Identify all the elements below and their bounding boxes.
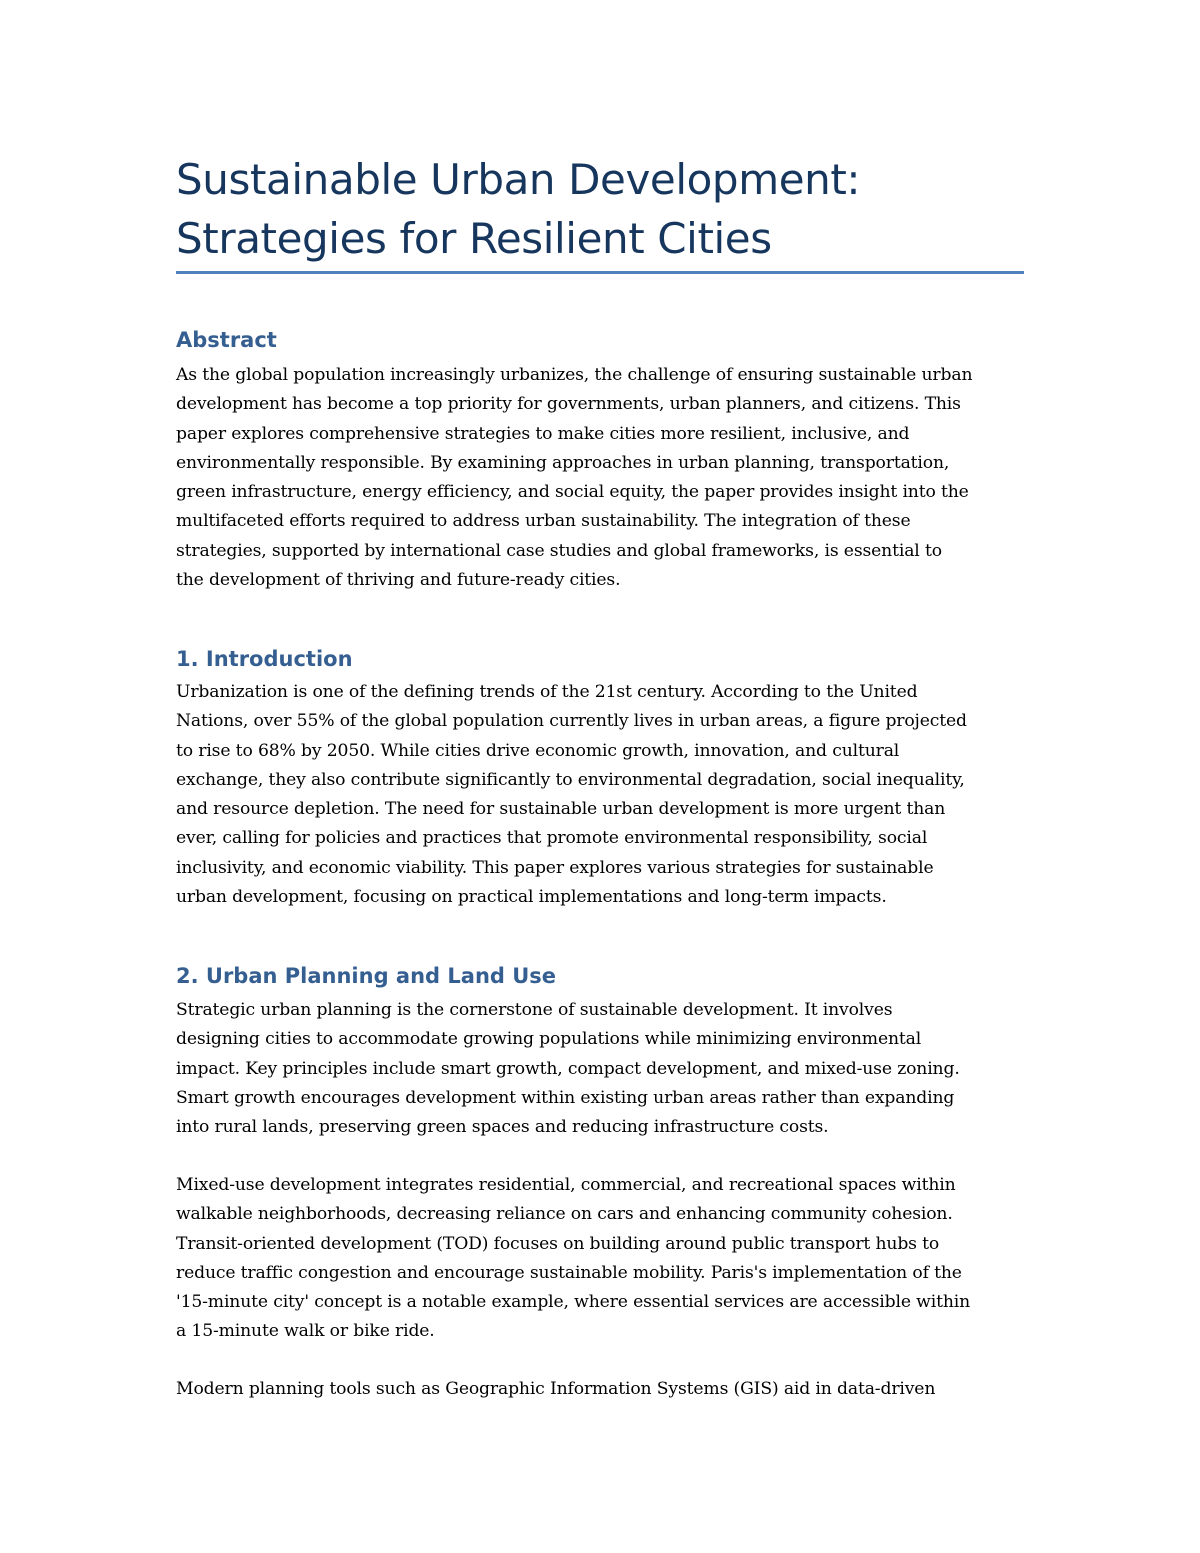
text-line: Urbanization is one of the defining trends of the 21st century. According to the United: [176, 682, 918, 702]
text-line: Mixed-use development integrates residential, commercial, and recreational spaces within: [176, 1175, 956, 1195]
urban-planning-paragraph-3: [176, 1375, 1024, 1404]
title-line: Strategies for Resilient Cities: [176, 214, 772, 263]
text-line: urban development, focusing on practical implementations and long-term impacts.: [176, 887, 887, 908]
urban-planning-paragraph-1: [176, 996, 1024, 1142]
text-line: development has become a top priority for governments, urban planners, and citizens. This: [176, 394, 961, 415]
text-line: exchange, they also contribute significantly to environmental degradation, social inequality,: [176, 769, 965, 790]
text-line: and resource depletion. The need for sustainable urban development is more urgent than: [176, 799, 946, 820]
text-line: multifaceted efforts required to address urban sustainability. The integration of these: [176, 511, 911, 532]
text-line: ever, calling for policies and practices that promote environmental responsibility, social: [176, 828, 928, 849]
section-heading-introduction: 1. Introduction: [176, 647, 353, 671]
text-line: walkable neighborhoods, decreasing reliance on cars and enhancing community cohesion.: [176, 1204, 953, 1225]
text-line: paper explores comprehensive strategies to make cities more resilient, inclusive, and: [176, 423, 910, 444]
introduction-paragraph: [176, 678, 1024, 912]
text-line: environmentally responsible. By examining approaches in urban planning, transportation,: [176, 452, 950, 473]
abstract-paragraph: [176, 361, 1024, 595]
urban-planning-paragraph-2: [176, 1171, 1024, 1347]
text-line: the development of thriving and future-ready cities.: [176, 570, 621, 591]
title-line: Sustainable Urban Development:: [176, 155, 861, 204]
text-line: Modern planning tools such as Geographic Information Systems (GIS) aid in data-driven: [176, 1379, 936, 1399]
text-line: reduce traffic congestion and encourage sustainable mobility. Paris's implementation of the: [176, 1262, 962, 1283]
text-line: Nations, over 55% of the global population currently lives in urban areas, a figure projected: [176, 711, 967, 732]
text-line: into rural lands, preserving green spaces and reducing infrastructure costs.: [176, 1117, 829, 1138]
text-line: Strategic urban planning is the cornerstone of sustainable development. It involves: [176, 1000, 893, 1020]
text-line: Smart growth encourages development within existing urban areas rather than expanding: [176, 1087, 955, 1108]
text-line: As the global population increasingly urbanizes, the challenge of ensuring sustainable urban: [176, 365, 973, 385]
text-line: designing cities to accommodate growing populations while minimizing environmental: [176, 1029, 922, 1050]
document-title: [176, 150, 1024, 268]
text-line: '15-minute city' concept is a notable example, where essential services are accessible within: [176, 1292, 971, 1313]
text-line: to rise to 68% by 2050. While cities drive economic growth, innovation, and cultural: [176, 740, 900, 761]
section-heading-urban-planning: 2. Urban Planning and Land Use: [176, 964, 557, 988]
section-heading-abstract: Abstract: [176, 328, 277, 352]
text-line: strategies, supported by international case studies and global frameworks, is essential to: [176, 540, 942, 561]
text-line: Transit-oriented development (TOD) focuses on building around public transport hubs to: [176, 1233, 940, 1254]
text-line: inclusivity, and economic viability. This paper explores various strategies for sustainable: [176, 857, 934, 878]
text-line: green infrastructure, energy efficiency, and social equity, the paper provides insight into the: [176, 482, 969, 503]
text-line: a 15-minute walk or bike ride.: [176, 1321, 435, 1342]
text-line: impact. Key principles include smart growth, compact development, and mixed-use zoning.: [176, 1058, 960, 1079]
title-underline-rule: [176, 271, 1024, 274]
